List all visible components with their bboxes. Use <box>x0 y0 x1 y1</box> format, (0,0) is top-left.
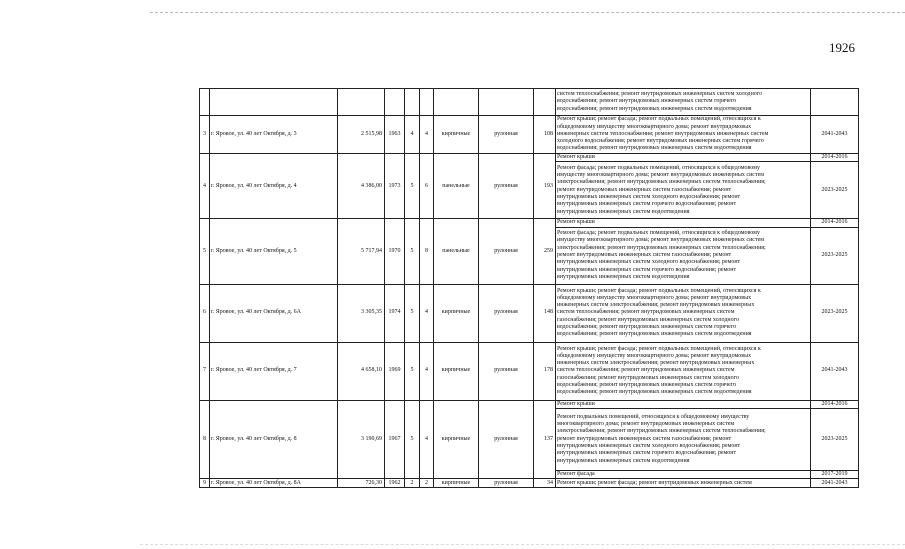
table-row <box>200 342 859 400</box>
row-number <box>200 89 210 116</box>
row-number: 9 <box>200 479 210 488</box>
works-line: внутридомовых инженерных систем водоотведения <box>557 273 690 280</box>
works-line: водоснабжения; ремонт внутридомовых инженерных систем водоотведения <box>557 145 752 152</box>
works-first-cell: Ремонт крыши <box>556 154 811 162</box>
entrances-cell <box>420 89 434 116</box>
entrances-cell: 8 <box>420 219 434 284</box>
works-line: имуществу многоквартирного дома; ремонт внутридомовых инженерных систем <box>557 237 765 244</box>
wall-material-cell: кирпичные <box>434 400 479 479</box>
address-cell: г. Яровое, ул. 40 лет Октября, д. 8 <box>210 400 338 479</box>
period-first-cell: 2014-2016 <box>811 400 859 408</box>
works-line: инженерных систем теплоснабжения; ремонт внутридомовых инженерных систем <box>557 130 769 137</box>
works-line: электроснабжения; ремонт внутридомовых инженерных систем теплоснабжения; <box>557 428 766 435</box>
table-row <box>200 284 859 342</box>
apartments-cell <box>534 89 556 116</box>
address-cell: г. Яровое, ул. 40 лет Октября, д. 4 <box>210 154 338 219</box>
wall-material-cell: кирпичные <box>434 479 479 488</box>
address-cell: г. Яровое, ул. 40 лет Октября, д. 5 <box>210 219 338 284</box>
year-cell: 1962 <box>385 479 405 488</box>
apartments-cell: 178 <box>534 342 556 400</box>
works-line: водоснабжения; ремонт внутридомовых инженерных систем водоотведения <box>557 389 752 396</box>
table-row <box>200 89 859 116</box>
works-line: водоснабжения; ремонт внутридомовых инженерных систем горячего <box>557 382 737 389</box>
apartments-cell: 108 <box>534 116 556 154</box>
apartments-cell: 137 <box>534 400 556 479</box>
works-line: инженерных систем электроснабжения; ремонт внутридомовых инженерных <box>557 360 755 367</box>
works-line: водоснабжения; ремонт внутридомовых инженерных систем водоотведения <box>557 331 752 338</box>
entrances-cell: 4 <box>420 284 434 342</box>
wall-material-cell: кирпичные <box>434 342 479 400</box>
wall-material-cell: кирпичные <box>434 284 479 342</box>
works-line: Ремонт крыши; ремонт фасада; ремонт подвальных помещений, относящихся к <box>557 287 761 294</box>
period-cell: 2023-2025 <box>811 284 859 342</box>
works-line: Ремонт крыши; ремонт фасада; ремонт подвальных помещений, относящихся к <box>557 345 761 352</box>
works-line: имуществу многоквартирного дома; ремонт внутридомовых инженерных систем <box>557 172 765 179</box>
table-row <box>200 219 859 227</box>
entrances-cell: 4 <box>420 116 434 154</box>
works-line: инженерных систем электроснабжения; ремонт внутридомовых инженерных <box>557 302 755 309</box>
period-cell: 2041-2043 <box>811 342 859 400</box>
page-number: 1926 <box>829 40 855 55</box>
period-first-cell: 2014-2016 <box>811 154 859 162</box>
wall-material-cell <box>434 89 479 116</box>
works-line: водоснабжения; ремонт внутридомовых инженерных систем горячего <box>557 98 737 105</box>
scan-bottom-edge <box>140 544 905 545</box>
address-cell: г. Яровое, ул. 40 лет Октября, д. 3 <box>210 116 338 154</box>
works-line: внутридомовых инженерных систем холодного водоснабжения; ремонт <box>557 443 741 450</box>
period-last-cell: 2017-2019 <box>811 470 859 478</box>
roof-type-cell: рулонная <box>479 479 534 488</box>
area-cell: 726,30 <box>338 479 385 488</box>
roof-type-cell: рулонная <box>479 284 534 342</box>
works-line: общедомовому имуществу многоквартирного дома; ремонт внутридомовых <box>557 294 752 301</box>
floors-cell <box>405 89 420 116</box>
works-line: Ремонт фасада; ремонт подвальных помещений, относящихся к общедомовому <box>557 164 760 171</box>
works-line: систем теплоснабжения; ремонт внутридомовых инженерных систем холодного <box>557 91 763 98</box>
works-line: Ремонт крыши; ремонт фасада; ремонт подвальных помещений, относящихся к <box>557 116 761 123</box>
roof-type-cell: рулонная <box>479 154 534 219</box>
apartments-cell: 148 <box>534 284 556 342</box>
works-line: водоснабжения; ремонт внутридомовых инженерных систем горячего <box>557 324 737 331</box>
works-line: внутридомовых инженерных систем холодного водоснабжения; ремонт <box>557 193 741 200</box>
entrances-cell: 4 <box>420 342 434 400</box>
year-cell: 1973 <box>385 154 405 219</box>
row-number: 8 <box>200 400 210 479</box>
works-line: внутридомовых инженерных систем водоотведения <box>557 208 690 215</box>
address-cell: г. Яровое, ул. 40 лет Октября, д. 6А <box>210 284 338 342</box>
works-line: ремонт внутридомовых инженерных систем газоснабжения; ремонт <box>557 251 732 258</box>
address-cell: г. Яровое, ул. 40 лет Октября, д. 7 <box>210 342 338 400</box>
roof-type-cell: рулонная <box>479 400 534 479</box>
period-cell: 2023-2025 <box>811 408 859 470</box>
year-cell: 1963 <box>385 116 405 154</box>
wall-material-cell: панельные <box>434 219 479 284</box>
roof-type-cell: рулонная <box>479 219 534 284</box>
row-number: 4 <box>200 154 210 219</box>
works-line: холодного водоснабжения; ремонт внутридомовых инженерных систем горячего <box>557 138 764 145</box>
area-cell: 3 305,35 <box>338 284 385 342</box>
period-first-cell: 2014-2016 <box>811 219 859 227</box>
roof-type-cell <box>479 89 534 116</box>
works-first-cell: Ремонт крыши <box>556 219 811 227</box>
area-cell <box>338 89 385 116</box>
period-cell: 2023-2025 <box>811 227 859 284</box>
table-row <box>200 116 859 154</box>
works-line: общедомовому имуществу многоквартирного дома; ремонт внутридомовых <box>557 352 752 359</box>
scan-top-edge <box>150 12 905 13</box>
row-number: 7 <box>200 342 210 400</box>
year-cell: 1974 <box>385 284 405 342</box>
works-line: внутридомовых инженерных систем горячего водоснабжения; ремонт <box>557 450 737 457</box>
works-cell <box>556 227 811 284</box>
works-line: Ремонт крыши; ремонт фасада; ремонт внутридомовых инженерных систем <box>557 479 752 486</box>
address-cell <box>210 89 338 116</box>
year-cell: 1969 <box>385 342 405 400</box>
works-line: систем теплоснабжения; ремонт внутридомовых инженерных систем <box>557 309 735 316</box>
works-line: внутридомовых инженерных систем водоотведения <box>557 457 690 464</box>
apartments-cell: 259 <box>534 219 556 284</box>
row-number: 5 <box>200 219 210 284</box>
year-cell <box>385 89 405 116</box>
works-cell <box>556 408 811 470</box>
works-line: электроснабжения; ремонт внутридомовых инженерных систем теплоснабжения; <box>557 179 766 186</box>
works-line: общедомовому имуществу многоквартирного дома; ремонт внутридомовых <box>557 123 752 130</box>
period-cell <box>811 89 859 116</box>
wall-material-cell: панельные <box>434 154 479 219</box>
apartments-cell: 34 <box>534 479 556 488</box>
address-cell: г. Яровое, ул. 40 лет Октября, д. 8А <box>210 479 338 488</box>
area-cell: 5 717,94 <box>338 219 385 284</box>
works-first-cell: Ремонт крыши <box>556 400 811 408</box>
floors-cell: 4 <box>405 116 420 154</box>
area-cell: 2 515,98 <box>338 116 385 154</box>
entrances-cell: 4 <box>420 400 434 479</box>
year-cell: 1970 <box>385 219 405 284</box>
works-line: Ремонт фасада; ремонт подвальных помещений, относящихся к общедомовому <box>557 230 760 237</box>
period-cell: 2041-2043 <box>811 479 859 488</box>
works-line: внутридомовых инженерных систем горячего водоснабжения; ремонт <box>557 266 737 273</box>
apartments-cell: 193 <box>534 154 556 219</box>
period-cell: 2041-2043 <box>811 116 859 154</box>
table-row <box>200 400 859 408</box>
wall-material-cell: кирпичные <box>434 116 479 154</box>
works-line: водоснабжения; ремонт внутридомовых инженерных систем водоотведения <box>557 105 752 112</box>
entrances-cell: 2 <box>420 479 434 488</box>
works-last-cell: Ремонт фасада <box>556 470 811 478</box>
works-cell <box>556 116 811 154</box>
area-cell: 3 190,69 <box>338 400 385 479</box>
floors-cell: 5 <box>405 154 420 219</box>
works-cell <box>556 162 811 219</box>
roof-type-cell: рулонная <box>479 116 534 154</box>
floors-cell: 5 <box>405 400 420 479</box>
works-line: внутридомовых инженерных систем холодного водоснабжения; ремонт <box>557 259 741 266</box>
works-line: многоквартирного дома; ремонт внутридомовых инженерных систем <box>557 421 735 428</box>
row-number: 3 <box>200 116 210 154</box>
entrances-cell: 6 <box>420 154 434 219</box>
works-line: систем теплоснабжения; ремонт внутридомовых инженерных систем <box>557 367 735 374</box>
period-cell: 2023-2025 <box>811 162 859 219</box>
table-row <box>200 154 859 162</box>
floors-cell: 5 <box>405 219 420 284</box>
works-line: ремонт внутридомовых инженерных систем газоснабжения; ремонт <box>557 186 732 193</box>
area-cell: 4 386,00 <box>338 154 385 219</box>
table-row <box>200 479 859 488</box>
works-line: газоснабжения; ремонт внутридомовых инженерных систем холодного <box>557 374 739 381</box>
floors-cell: 2 <box>405 479 420 488</box>
works-cell <box>556 89 811 116</box>
works-line: Ремонт подвальных помещений, относящихся к общедомовому имуществу <box>557 413 750 420</box>
capital-repair-table <box>199 88 859 488</box>
area-cell: 4 658,10 <box>338 342 385 400</box>
works-cell <box>556 342 811 400</box>
works-line: ремонт внутридомовых инженерных систем газоснабжения; ремонт <box>557 435 732 442</box>
works-line: внутридомовых инженерных систем горячего водоснабжения; ремонт <box>557 201 737 208</box>
works-line: газоснабжения; ремонт внутридомовых инженерных систем холодного <box>557 316 739 323</box>
floors-cell: 5 <box>405 284 420 342</box>
year-cell: 1967 <box>385 400 405 479</box>
works-cell <box>556 479 811 488</box>
works-line: электроснабжения; ремонт внутридомовых инженерных систем теплоснабжения; <box>557 244 766 251</box>
works-cell <box>556 284 811 342</box>
roof-type-cell: рулонная <box>479 342 534 400</box>
floors-cell: 5 <box>405 342 420 400</box>
row-number: 6 <box>200 284 210 342</box>
